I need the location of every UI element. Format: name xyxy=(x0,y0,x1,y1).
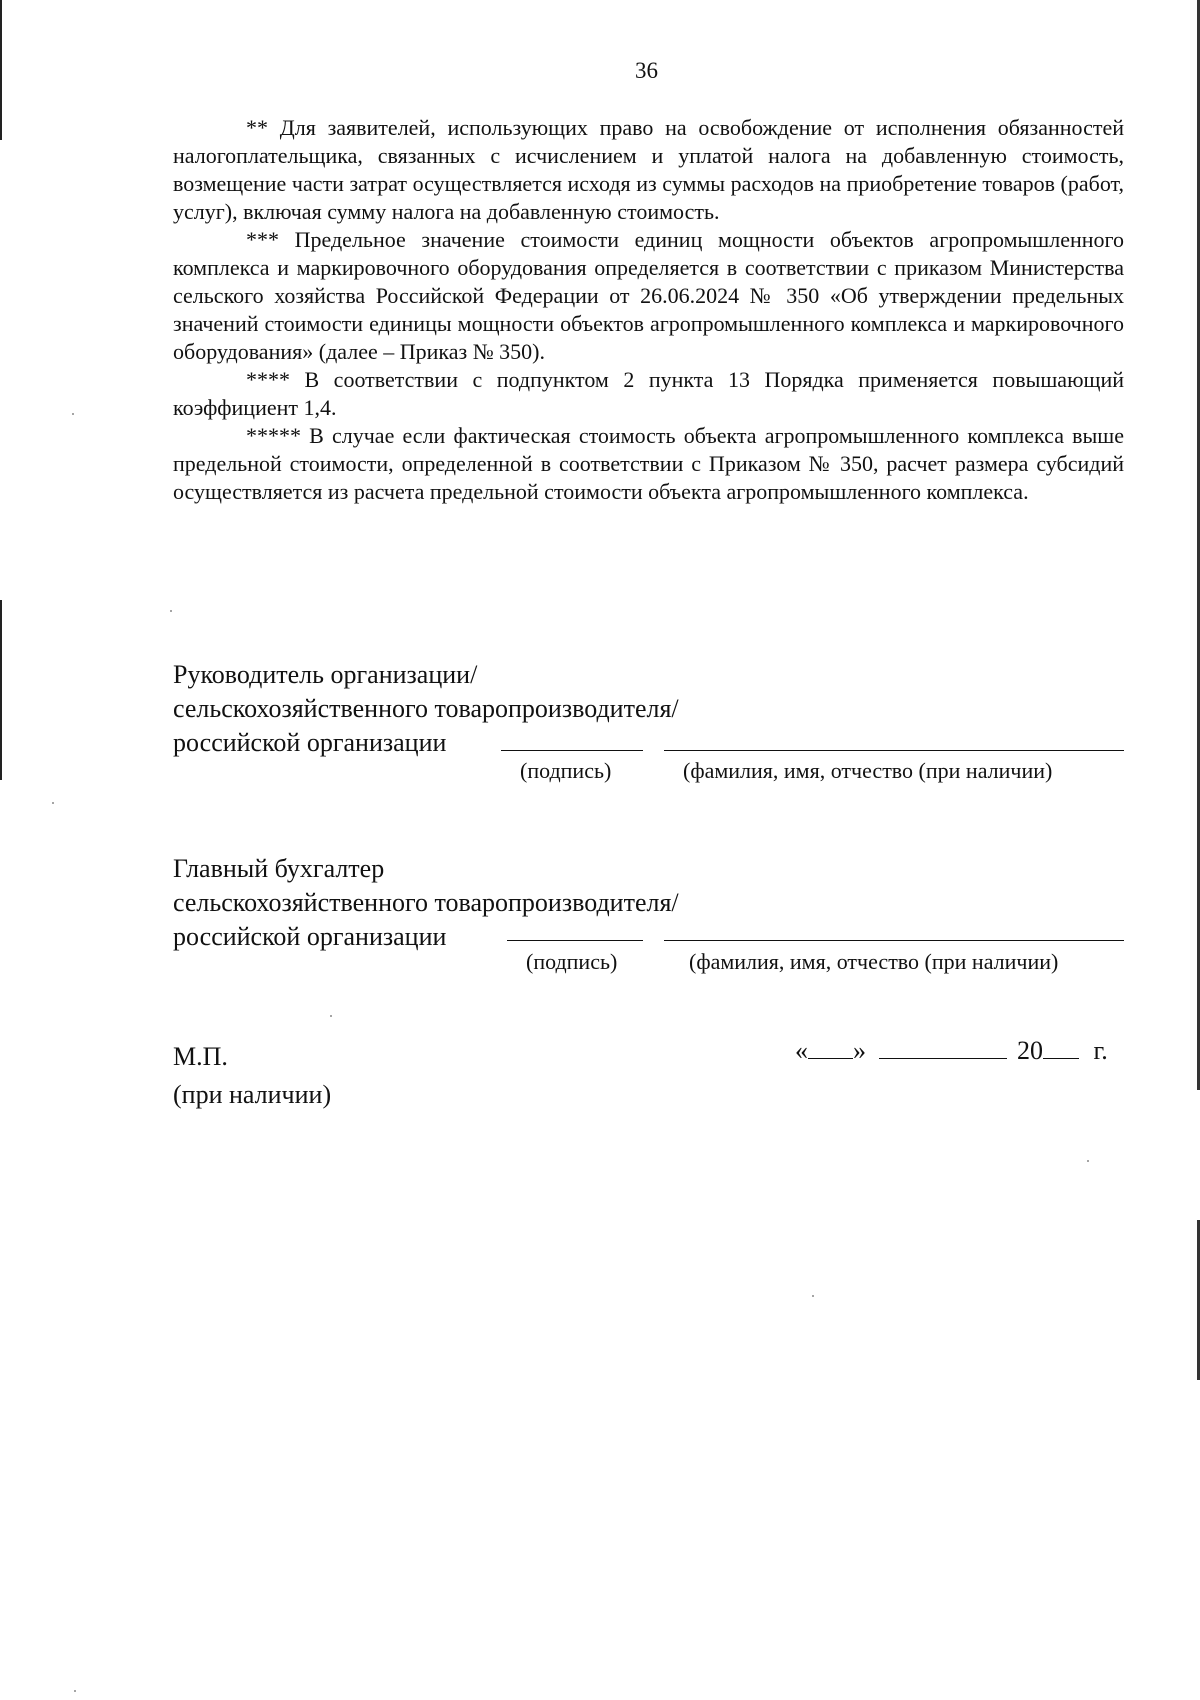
stamp-label: М.П. xyxy=(173,1042,228,1071)
date-day-blank[interactable] xyxy=(808,1036,853,1059)
scan-speck xyxy=(812,1295,814,1297)
date-century: 20 xyxy=(1017,1036,1043,1065)
accountant-signature-line[interactable] xyxy=(507,940,643,941)
scan-speck xyxy=(74,1690,76,1692)
accountant-name-caption: (фамилия, имя, отчество (при наличии) xyxy=(689,949,1059,974)
accountant-name-line[interactable] xyxy=(664,940,1124,941)
stamp-note: (при наличии) xyxy=(173,1080,332,1109)
date-line xyxy=(795,1036,1108,1066)
scan-edge-mark xyxy=(0,600,2,780)
footnotes xyxy=(173,114,1124,506)
scan-speck xyxy=(330,1015,332,1017)
accountant-signature-caption: (подпись) xyxy=(526,949,618,974)
accountant-title-line: Главный бухгалтер xyxy=(173,854,385,883)
head-name-caption: (фамилия, имя, отчество (при наличии) xyxy=(683,758,1053,783)
head-title-line: российской организации xyxy=(173,728,447,757)
head-title-line: Руководитель организации/ xyxy=(173,660,478,689)
page-number: 36 xyxy=(635,58,658,83)
date-open-quote: « xyxy=(795,1036,808,1065)
head-signature-block xyxy=(173,658,679,760)
scan-speck xyxy=(170,610,172,612)
footnote-coefficient: **** В соответствии с подпунктом 2 пункта 13 Порядка применяется повышающий коэффициент 1,4. xyxy=(173,367,1124,420)
accountant-title-line: российской организации xyxy=(173,922,447,951)
footnote-vat: ** Для заявителей, использующих право на освобождение от исполнения обязанностей налогоплательщика, связанных с исчислением и уплатой налога на добавленную стоимость, возмещение части затрат осуществляется исходя из суммы расходов на приобретение товаров (работ, услуг), включая сумму налога на добавленную стоимость. xyxy=(173,115,1124,224)
footnote-price-limit: *** Предельное значение стоимости единиц мощности объектов агропромышленного комплекса и маркировочного оборудования определяется в соответствии с приказом Министерства сельского хозяйства Российской Федерации от 26.06.2024 № 350 «Об утверждении предельных значений стоимости единицы мощности объектов агропромышленного комплекса и маркировочного оборудования» (далее – Приказ № 350). xyxy=(173,227,1124,364)
scan-speck xyxy=(1087,1160,1089,1162)
date-year-blank[interactable] xyxy=(1043,1036,1079,1059)
scan-speck xyxy=(72,413,74,415)
head-signature-line[interactable] xyxy=(501,750,643,751)
head-name-line[interactable] xyxy=(664,750,1124,751)
footnote-actual-cost: ***** В случае если фактическая стоимость объекта агропромышленного комплекса выше предельной стоимости, определенной в соответствии с Приказом № 350, расчет размера субсидий осуществляется из расчета предельной стоимости объекта агропромышленного комплекса. xyxy=(173,423,1124,504)
scan-speck xyxy=(52,802,54,804)
accountant-signature-block xyxy=(173,852,679,954)
date-month-blank[interactable] xyxy=(879,1036,1007,1059)
stamp-block xyxy=(173,1038,331,1114)
date-year-suffix: г. xyxy=(1093,1036,1108,1065)
accountant-title-line: сельскохозяйственного товаропроизводителя/ xyxy=(173,888,679,917)
head-signature-caption: (подпись) xyxy=(520,758,612,783)
date-close-quote: » xyxy=(853,1036,866,1065)
head-title-line: сельскохозяйственного товаропроизводителя/ xyxy=(173,694,679,723)
